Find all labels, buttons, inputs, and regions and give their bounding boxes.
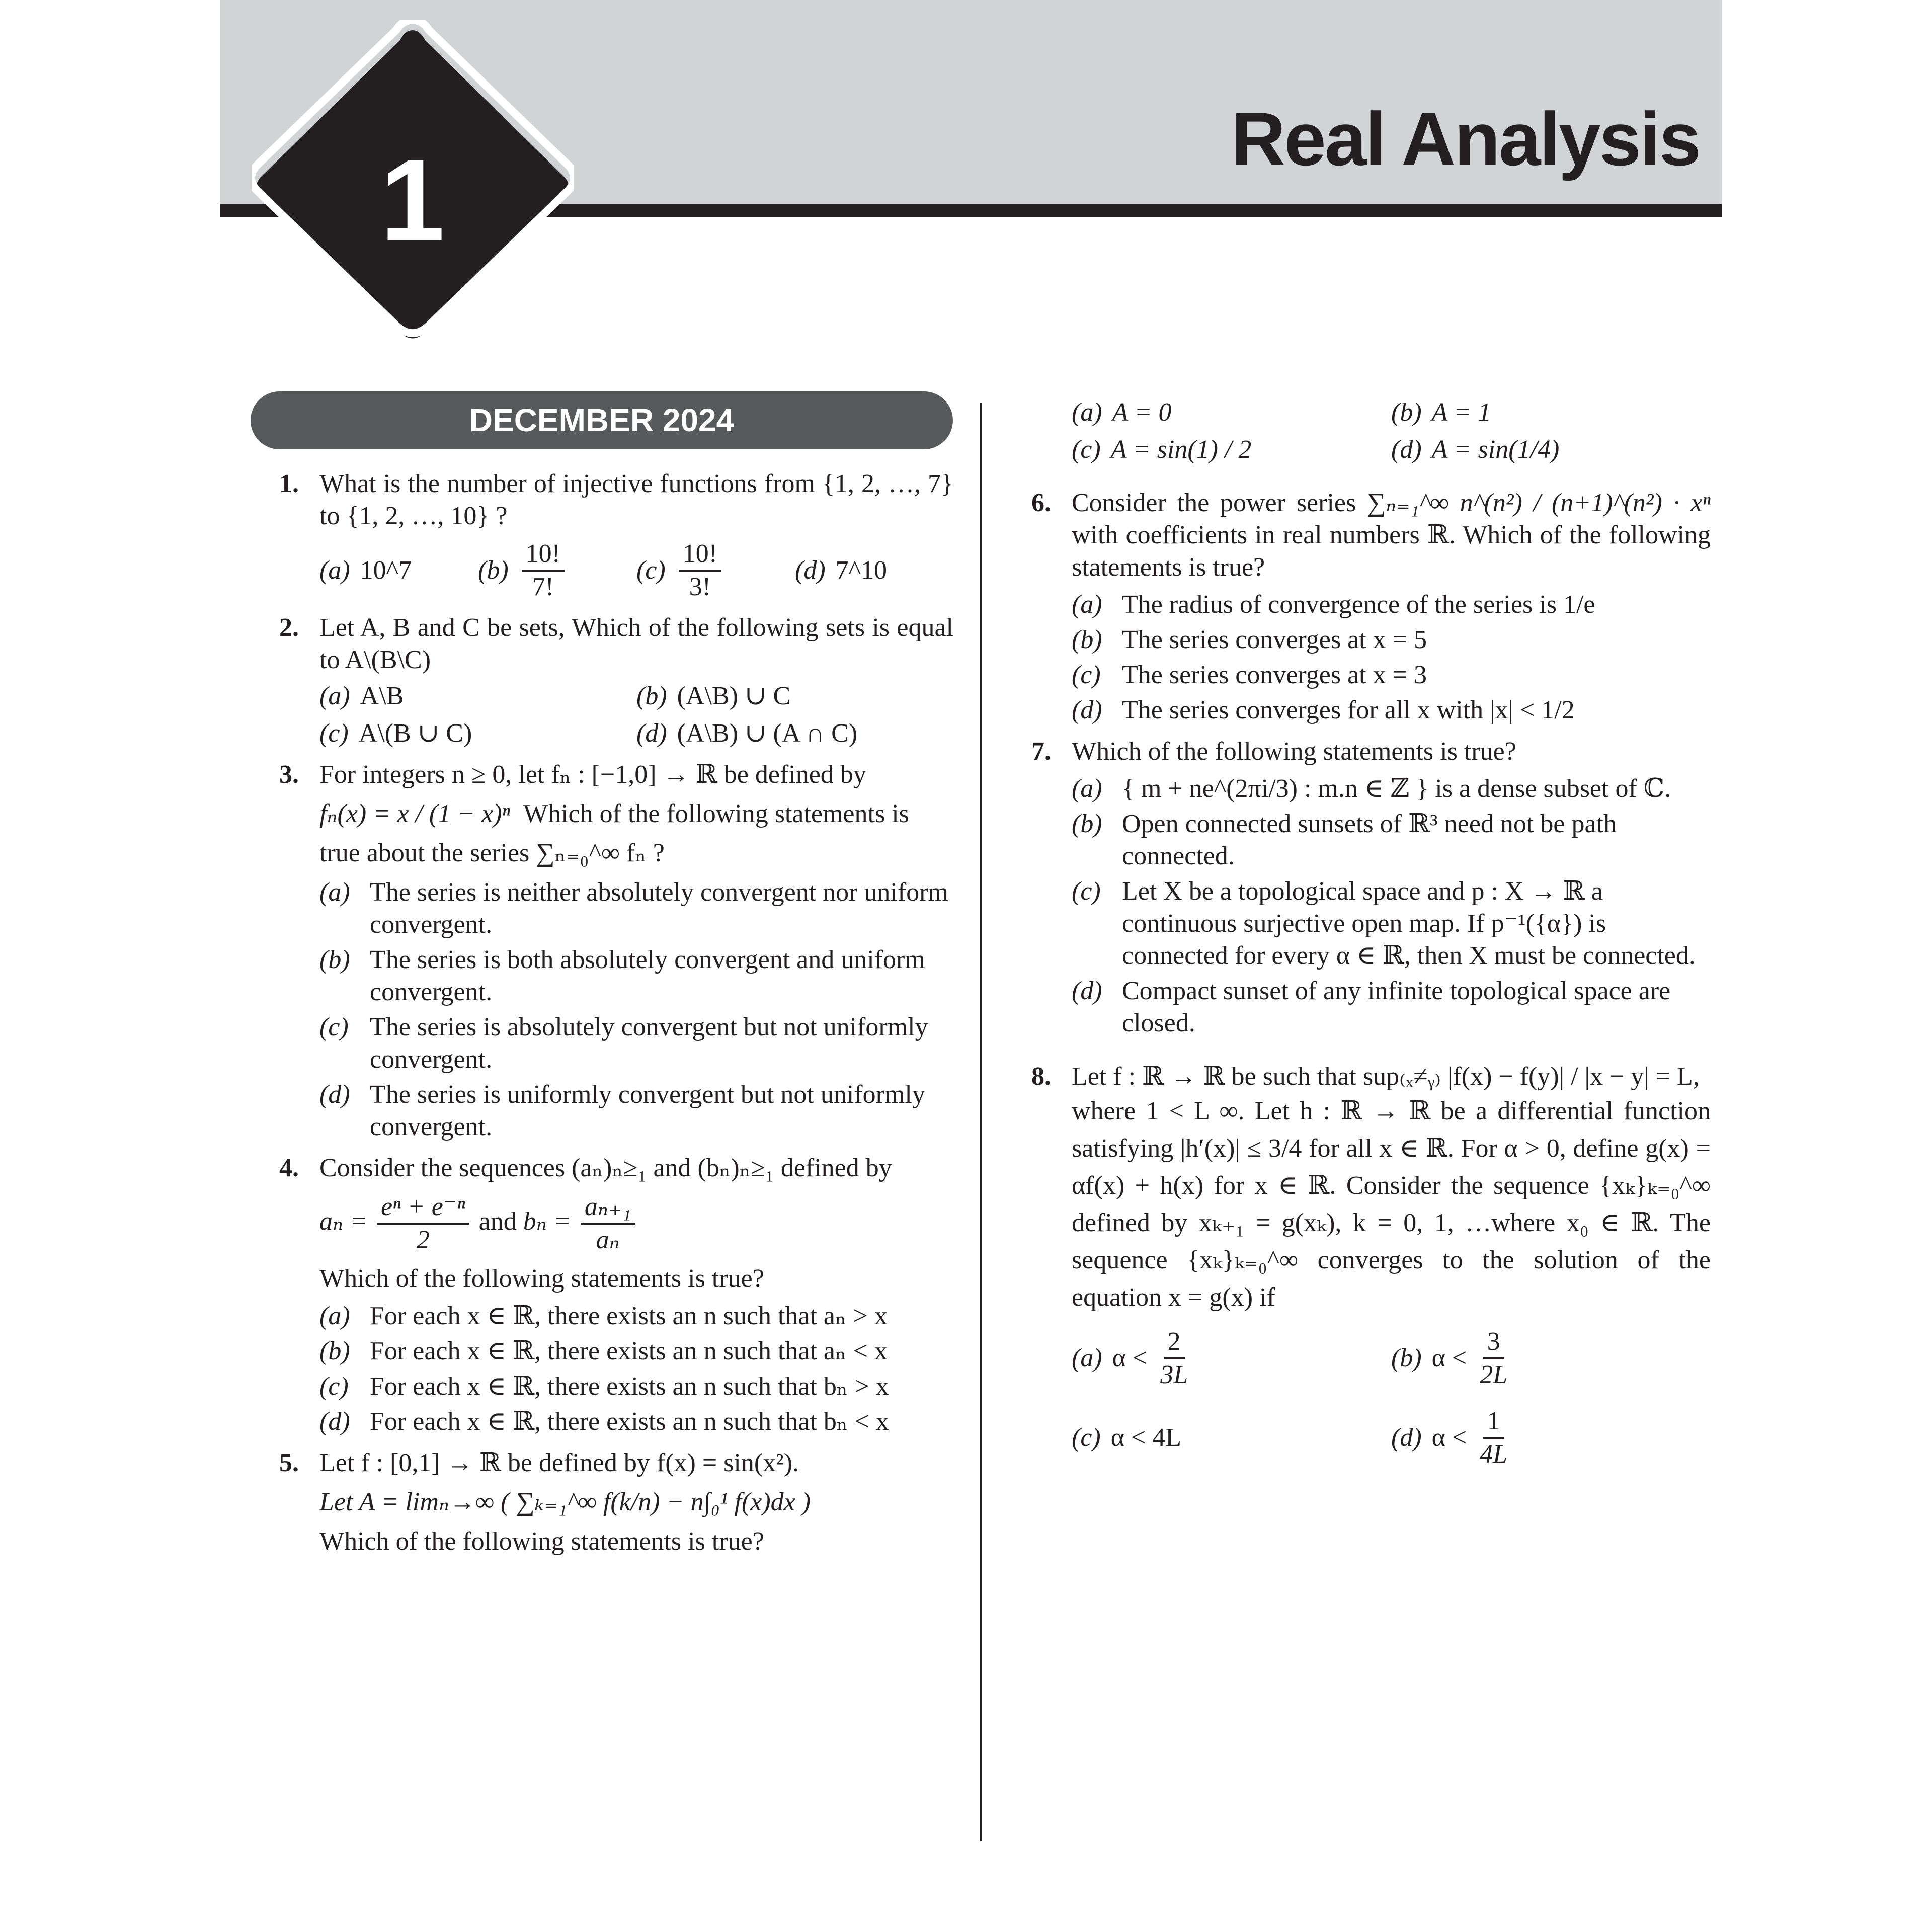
options [319,1300,953,1438]
question-text: Let f : [0,1] → ℝ be defined by f(x) = sin(x²). [319,1448,799,1477]
question-text: Consider the power series [1072,489,1356,517]
option-b: (b) The series converges at x = 5 [1072,625,1427,654]
chapter-number-badge [252,20,574,352]
option-c: (c) A = sin(1) / 2 [1072,435,1252,464]
options [319,538,953,603]
option-d: (d) Compact sunset of any infinite topological space are closed. [1072,977,1671,1037]
question-7 [1031,736,1711,1039]
question-text: For integers n ≥ 0, let fₙ : [−1,0] → ℝ be defined by [319,760,866,789]
question-text: Which of the following statements is true? [1072,737,1516,766]
options [1072,589,1711,727]
question-number: 4. [279,1154,299,1182]
options [1072,773,1711,1039]
option-c: (c) α < 4L [1072,1423,1182,1452]
option-b: (b) The series is both absolutely convergent and uniform convergent. [319,945,925,1006]
left-column [279,468,953,1567]
question-8 [1031,1061,1711,1470]
option-c: (c) A\(B ∪ C) [319,719,472,748]
options [1072,396,1711,466]
chapter-number: 1 [380,135,445,265]
options [1072,1326,1711,1470]
question-prompt: Which of the following statements is true? [319,1264,764,1293]
fraction: $\frac{10!}{7!}$ [522,538,565,603]
question-text: Consider the sequences (aₙ)ₙ≥₁ and (bₙ)ₙ≥₁ defined by [319,1154,892,1182]
question-number: 7. [1031,737,1051,766]
question-number: 6. [1031,489,1051,517]
chapter-title: Real Analysis [1231,97,1700,181]
column-divider [980,403,982,1841]
option-d: (d) (A\B) ∪ (A ∩ C) [636,719,858,748]
formula: ∑ₙ₌₁^∞ n^(n²) / (n+1)^(n²) · xⁿ [1367,489,1711,517]
question-text: Let f : ℝ → ℝ be such that sup₍ₓ≠ᵧ₎ |f(x) − f(y)| / |x − y| = L, [1072,1062,1700,1091]
question-number: 1. [279,469,299,498]
option-a: (a) A\B [319,682,404,710]
question-3: 3. For integers n ≥ 0, let fₙ : [−1,0] → ℝ be defined by fₙ(x) = x / (1 − x)ⁿ Which of the following statements is true about the series ∑ₙ₌₀^∞ fₙ ? (a) The series is neither absolutely convergent nor uniform convergent. (b) The series is both absolutely convergent and uniform convergent. (c) The series is absolutely convergent but not uniformly convergent. (d) The series is uniformly convergent but not uniformly convergent. [279,759,953,1143]
option-c: (c) Let X be a topological space and p : X → ℝ a continuous surjective open map. If p⁻¹({α}) is connected for every α ∈ ℝ, then X must be connected. [1072,877,1696,970]
right-column [1031,392,1711,1479]
option-d: (d) For each x ∈ ℝ, there exists an n such that bₙ < x [319,1407,889,1436]
formula: fₙ(x) = x / (1 − x)ⁿ [319,799,511,828]
question-6: 6. Consider the power series ∑ₙ₌₁^∞ n^(n²) / (n+1)^(n²) · xⁿ with coefficients in real numbers ℝ. Which of the following statements is true? (a) The radius of convergence of the series is 1/e (b) The series converges at x = 5 (c) The series converges at x = 3 (d) The series converges for all x with |x| < 1/2 [1031,487,1711,727]
option-c: (c) For each x ∈ ℝ, there exists an n such that bₙ > x [319,1372,889,1401]
question-prompt: Which of the following statements is true? [319,1527,764,1556]
fraction: $\frac{10!}{3!}$ [679,538,721,603]
option-b: (b) A = 1 [1391,398,1491,427]
question-text-continued: where 1 < L ∞. Let h : ℝ → ℝ be a differential function satisfying |h′(x)| ≤ 3/4 for all x ∈ ℝ. For α > 0, define g(x) = αf(x) + h(x) for x ∈ ℝ. Consider the sequence {xₖ}ₖ₌₀^∞ defined by xₖ₊₁ = g(xₖ), k = 0, 1, …where x₀ ∈ ℝ. The sequence {xₖ}ₖ₌₀^∞ converges to the solution of the equation x = g(x) if [1072,1097,1711,1312]
question-5-options [1031,396,1711,466]
option-a: (a) 10^7 [319,556,412,585]
option-d: (d) The series is uniformly convergent but not uniformly convergent. [319,1080,925,1141]
question-text: Let A, B and C be sets, Which of the following sets is equal to A\(B\C) [319,613,953,674]
question-number: 3. [279,760,299,789]
question-5 [279,1447,953,1558]
option-a: (a) α < $\frac{2}{3L}$ [1072,1327,1188,1389]
question-number: 8. [1031,1062,1051,1091]
option-a: (a) For each x ∈ ℝ, there exists an n such that aₙ > x [319,1302,888,1330]
option-a: (a) A = 0 [1072,398,1172,427]
formula: aₙ = $\frac{\text{eⁿ + e⁻ⁿ}}{2}$ and bₙ = $\frac{\text{aₙ₊₁}}{\text{aₙ}}$ [319,1191,953,1256]
option-c: (c) $\frac{10!}{3!}$ [636,538,795,603]
options [319,680,953,750]
option-a: (a) { m + ne^(2πi/3) : m.n ∈ ℤ } is a dense subset of ℂ. [1072,774,1671,803]
option-b: (b) α < $\frac{3}{2L}$ [1391,1327,1508,1389]
question-text-continued: true about the series ∑ₙ₌₀^∞ fₙ ? [319,839,665,867]
question-4 [279,1152,953,1438]
option-d: (d) A = sin(1/4) [1391,435,1560,464]
formula: Let A = limₙ→∞ ( ∑ₖ₌₁^∞ f(k/n) − n∫₀¹ f(x)dx ) [319,1488,811,1516]
option-b: (b) For each x ∈ ℝ, there exists an n such that aₙ < x [319,1337,888,1365]
section-label: DECEMBER 2024 [251,391,953,449]
option-c: (c) The series is absolutely convergent but not uniformly convergent. [319,1013,928,1074]
question-1 [279,468,953,603]
option-d: (d) 7^10 [795,556,888,585]
option-d: (d) α < $\frac{1}{4L}$ [1391,1407,1508,1469]
options [319,876,953,1143]
question-text: What is the number of injective functions from {1, 2, …, 7} to {1, 2, …, 10} ? [319,469,953,530]
question-number: 2. [279,613,299,642]
option-a: (a) The radius of convergence of the series is 1/e [1072,590,1595,619]
question-2 [279,612,953,750]
option-a: (a) The series is neither absolutely convergent nor uniform convergent. [319,878,948,939]
question-number: 5. [279,1448,299,1477]
option-c: (c) The series converges at x = 3 [1072,661,1427,689]
option-b: (b) Open connected sunsets of ℝ³ need not be path connected. [1072,810,1617,870]
option-b: (b) (A\B) ∪ C [636,682,791,710]
option-b: (b) $\frac{10!}{7!}$ [478,538,636,603]
option-d: (d) The series converges for all x with |x| < 1/2 [1072,696,1575,725]
